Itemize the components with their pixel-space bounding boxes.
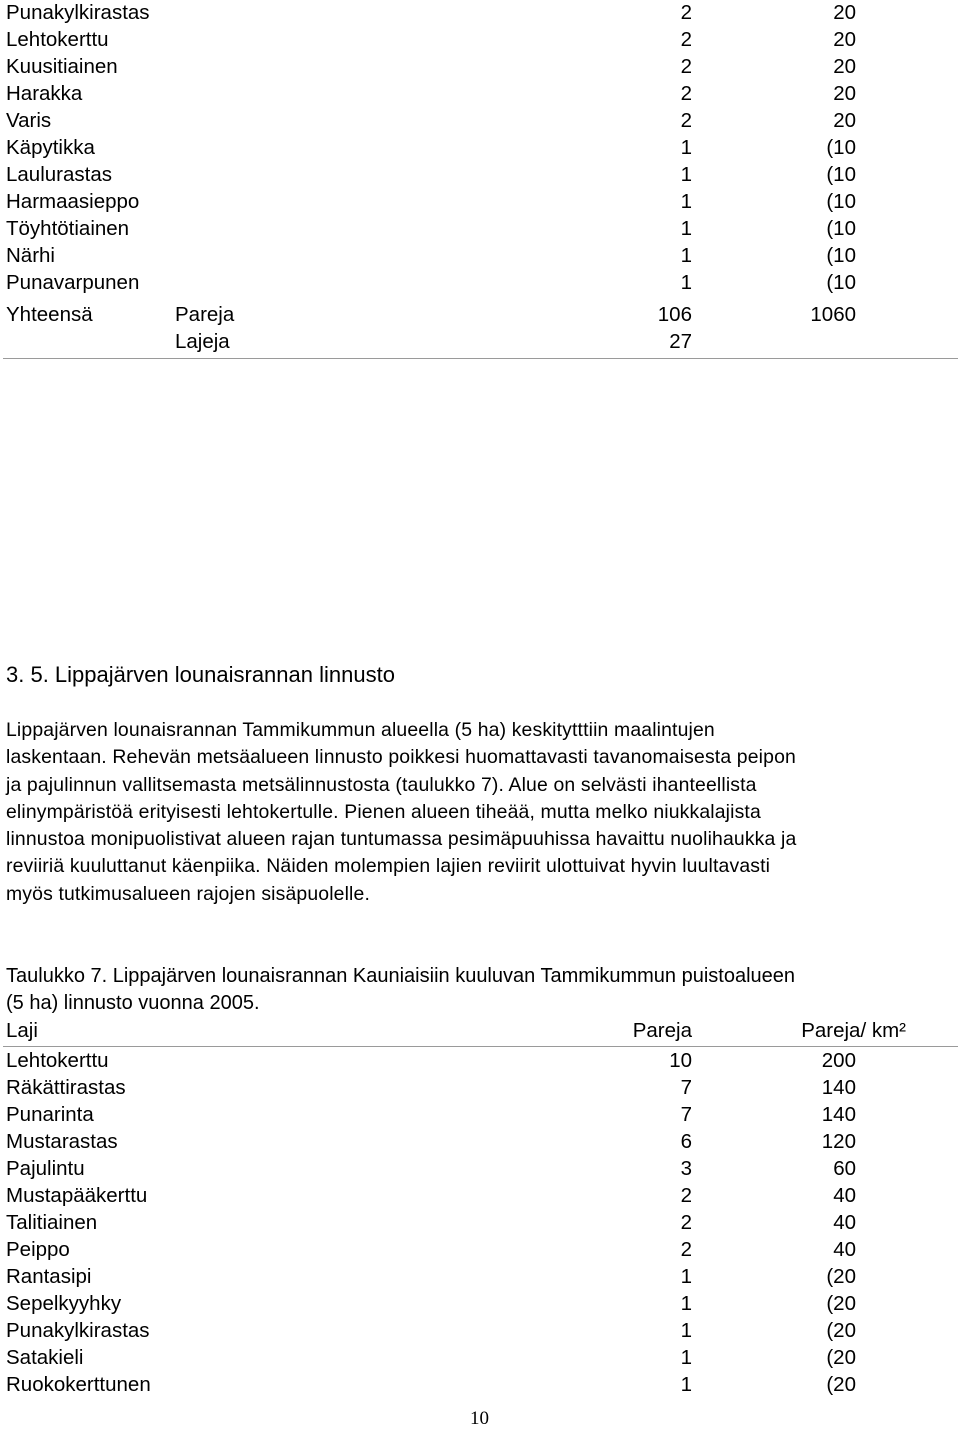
section-heading: 3. 5. Lippajärven lounaisrannan linnusto [6, 662, 395, 687]
density-value: 140 [821, 1103, 856, 1126]
paragraph-line: elinympäristöä erityisesti lehtokertulle. Pienen alueen tiheää, mutta melko niukkalajista [6, 800, 761, 823]
species-name: Punarinta [6, 1103, 94, 1126]
pairs-label: Pareja [175, 303, 235, 326]
species-name: Laulurastas [6, 163, 112, 186]
pairs-value: 2 [680, 1, 692, 24]
density-value: (20 [826, 1346, 856, 1369]
table-divider [3, 358, 958, 359]
header-species: Laji [6, 1019, 38, 1042]
species-name: Lehtokerttu [6, 1049, 109, 1072]
table-caption [6, 963, 958, 1017]
header-density: Pareja/ km² [801, 1019, 906, 1042]
pairs-value: 2 [680, 1238, 692, 1261]
species-name: Punakylkirastas [6, 1, 150, 24]
pairs-value: 2 [680, 109, 692, 132]
pairs-value: 1 [680, 1346, 692, 1369]
paragraph-line: myös tutkimusalueen rajojen sisäpuolelle. [6, 882, 370, 905]
pairs-value: 6 [680, 1130, 692, 1153]
density-value: 20 [833, 109, 856, 132]
header-divider [3, 1046, 958, 1047]
density-value: (10 [826, 217, 856, 240]
density-value: 20 [833, 28, 856, 51]
species-name: Lehtokerttu [6, 28, 109, 51]
species-name: Töyhtötiainen [6, 217, 130, 240]
caption-line: (5 ha) linnusto vuonna 2005. [6, 992, 260, 1014]
density-value: (20 [826, 1373, 856, 1396]
species-name: Harmaasieppo [6, 190, 140, 213]
pairs-value: 2 [680, 55, 692, 78]
body-paragraph [6, 717, 958, 908]
pairs-value: 7 [680, 1103, 692, 1126]
pairs-value: 1 [680, 1319, 692, 1342]
density-value: 60 [833, 1157, 856, 1180]
pairs-value: 1 [680, 244, 692, 267]
page-number: 10 [470, 1408, 489, 1429]
species-name: Pajulintu [6, 1157, 85, 1180]
paragraph-line: linnustoa monipuolistivat alueen rajan tuntumassa pesimäpuuhissa havaittu nuolihaukka ja [6, 828, 797, 851]
density-value: (20 [826, 1292, 856, 1315]
species-name: Närhi [6, 244, 55, 267]
species-name: Talitiainen [6, 1211, 98, 1234]
density-value: 40 [833, 1184, 856, 1207]
species-name: Ruokokerttunen [6, 1373, 151, 1396]
pairs-value: 2 [680, 1211, 692, 1234]
pairs-value: 1 [680, 1373, 692, 1396]
paragraph-line: Lippajärven lounaisrannan Tammikummun alueella (5 ha) keskitytttiin maalintujen [6, 719, 715, 741]
species-name: Sepelkyyhky [6, 1292, 122, 1315]
species-name: Satakieli [6, 1346, 84, 1369]
density-value: 20 [833, 1, 856, 24]
species-name: Rantasipi [6, 1265, 92, 1288]
density-value: 200 [821, 1049, 856, 1072]
pairs-value: 2 [680, 1184, 692, 1207]
species-name: Varis [6, 109, 52, 132]
density-value: (20 [826, 1319, 856, 1342]
paragraph-line: laskentaan. Rehevän metsäalueen linnusto poikkesi huomattavasti tavanomaisesta peipon [6, 746, 796, 769]
species-name: Käpytikka [6, 136, 95, 159]
species-total: 27 [669, 330, 692, 353]
species-name: Räkättirastas [6, 1076, 126, 1099]
pairs-value: 2 [680, 82, 692, 105]
pairs-value: 1 [680, 217, 692, 240]
paragraph-line: reviiriä kuuluttanut käenpiika. Näiden molempien lajien reviirit ulottuivat hyvin luultavasti [6, 855, 771, 878]
pairs-total: 106 [657, 303, 692, 326]
density-value: (10 [826, 190, 856, 213]
pairs-value: 10 [669, 1049, 692, 1072]
species-name: Mustapääkerttu [6, 1184, 148, 1207]
paragraph-line: ja pajulinnun vallitsemasta metsälinnustosta (taulukko 7). Alue on selvästi ihanteellista [6, 773, 757, 796]
density-value: (10 [826, 163, 856, 186]
density-value: 140 [821, 1076, 856, 1099]
density-value: (10 [826, 136, 856, 159]
pairs-value: 1 [680, 163, 692, 186]
density-value: (20 [826, 1265, 856, 1288]
species-name: Kuusitiainen [6, 55, 118, 78]
pairs-value: 1 [680, 190, 692, 213]
total-label: Yhteensä [6, 303, 93, 326]
pairs-value: 1 [680, 1265, 692, 1288]
pairs-value: 7 [680, 1076, 692, 1099]
pairs-value: 1 [680, 271, 692, 294]
species-name: Punakylkirastas [6, 1319, 150, 1342]
density-value: (10 [826, 244, 856, 267]
species-name: Punavarpunen [6, 271, 140, 294]
density-value: 40 [833, 1211, 856, 1234]
species-label: Lajeja [175, 330, 230, 353]
density-value: 40 [833, 1238, 856, 1261]
density-value: 20 [833, 55, 856, 78]
pairs-value: 1 [680, 136, 692, 159]
species-name: Peippo [6, 1238, 70, 1261]
header-pairs: Pareja [632, 1019, 692, 1042]
caption-line: Taulukko 7. Lippajärven lounaisrannan Kauniaisiin kuuluvan Tammikummun puistoalueen [6, 965, 796, 987]
density-value: 120 [821, 1130, 856, 1153]
density-total: 1060 [810, 303, 856, 326]
density-value: (10 [826, 271, 856, 294]
species-name: Harakka [6, 82, 83, 105]
pairs-value: 1 [680, 1292, 692, 1315]
density-value: 20 [833, 82, 856, 105]
pairs-value: 2 [680, 28, 692, 51]
species-name: Mustarastas [6, 1130, 118, 1153]
pairs-value: 3 [680, 1157, 692, 1180]
